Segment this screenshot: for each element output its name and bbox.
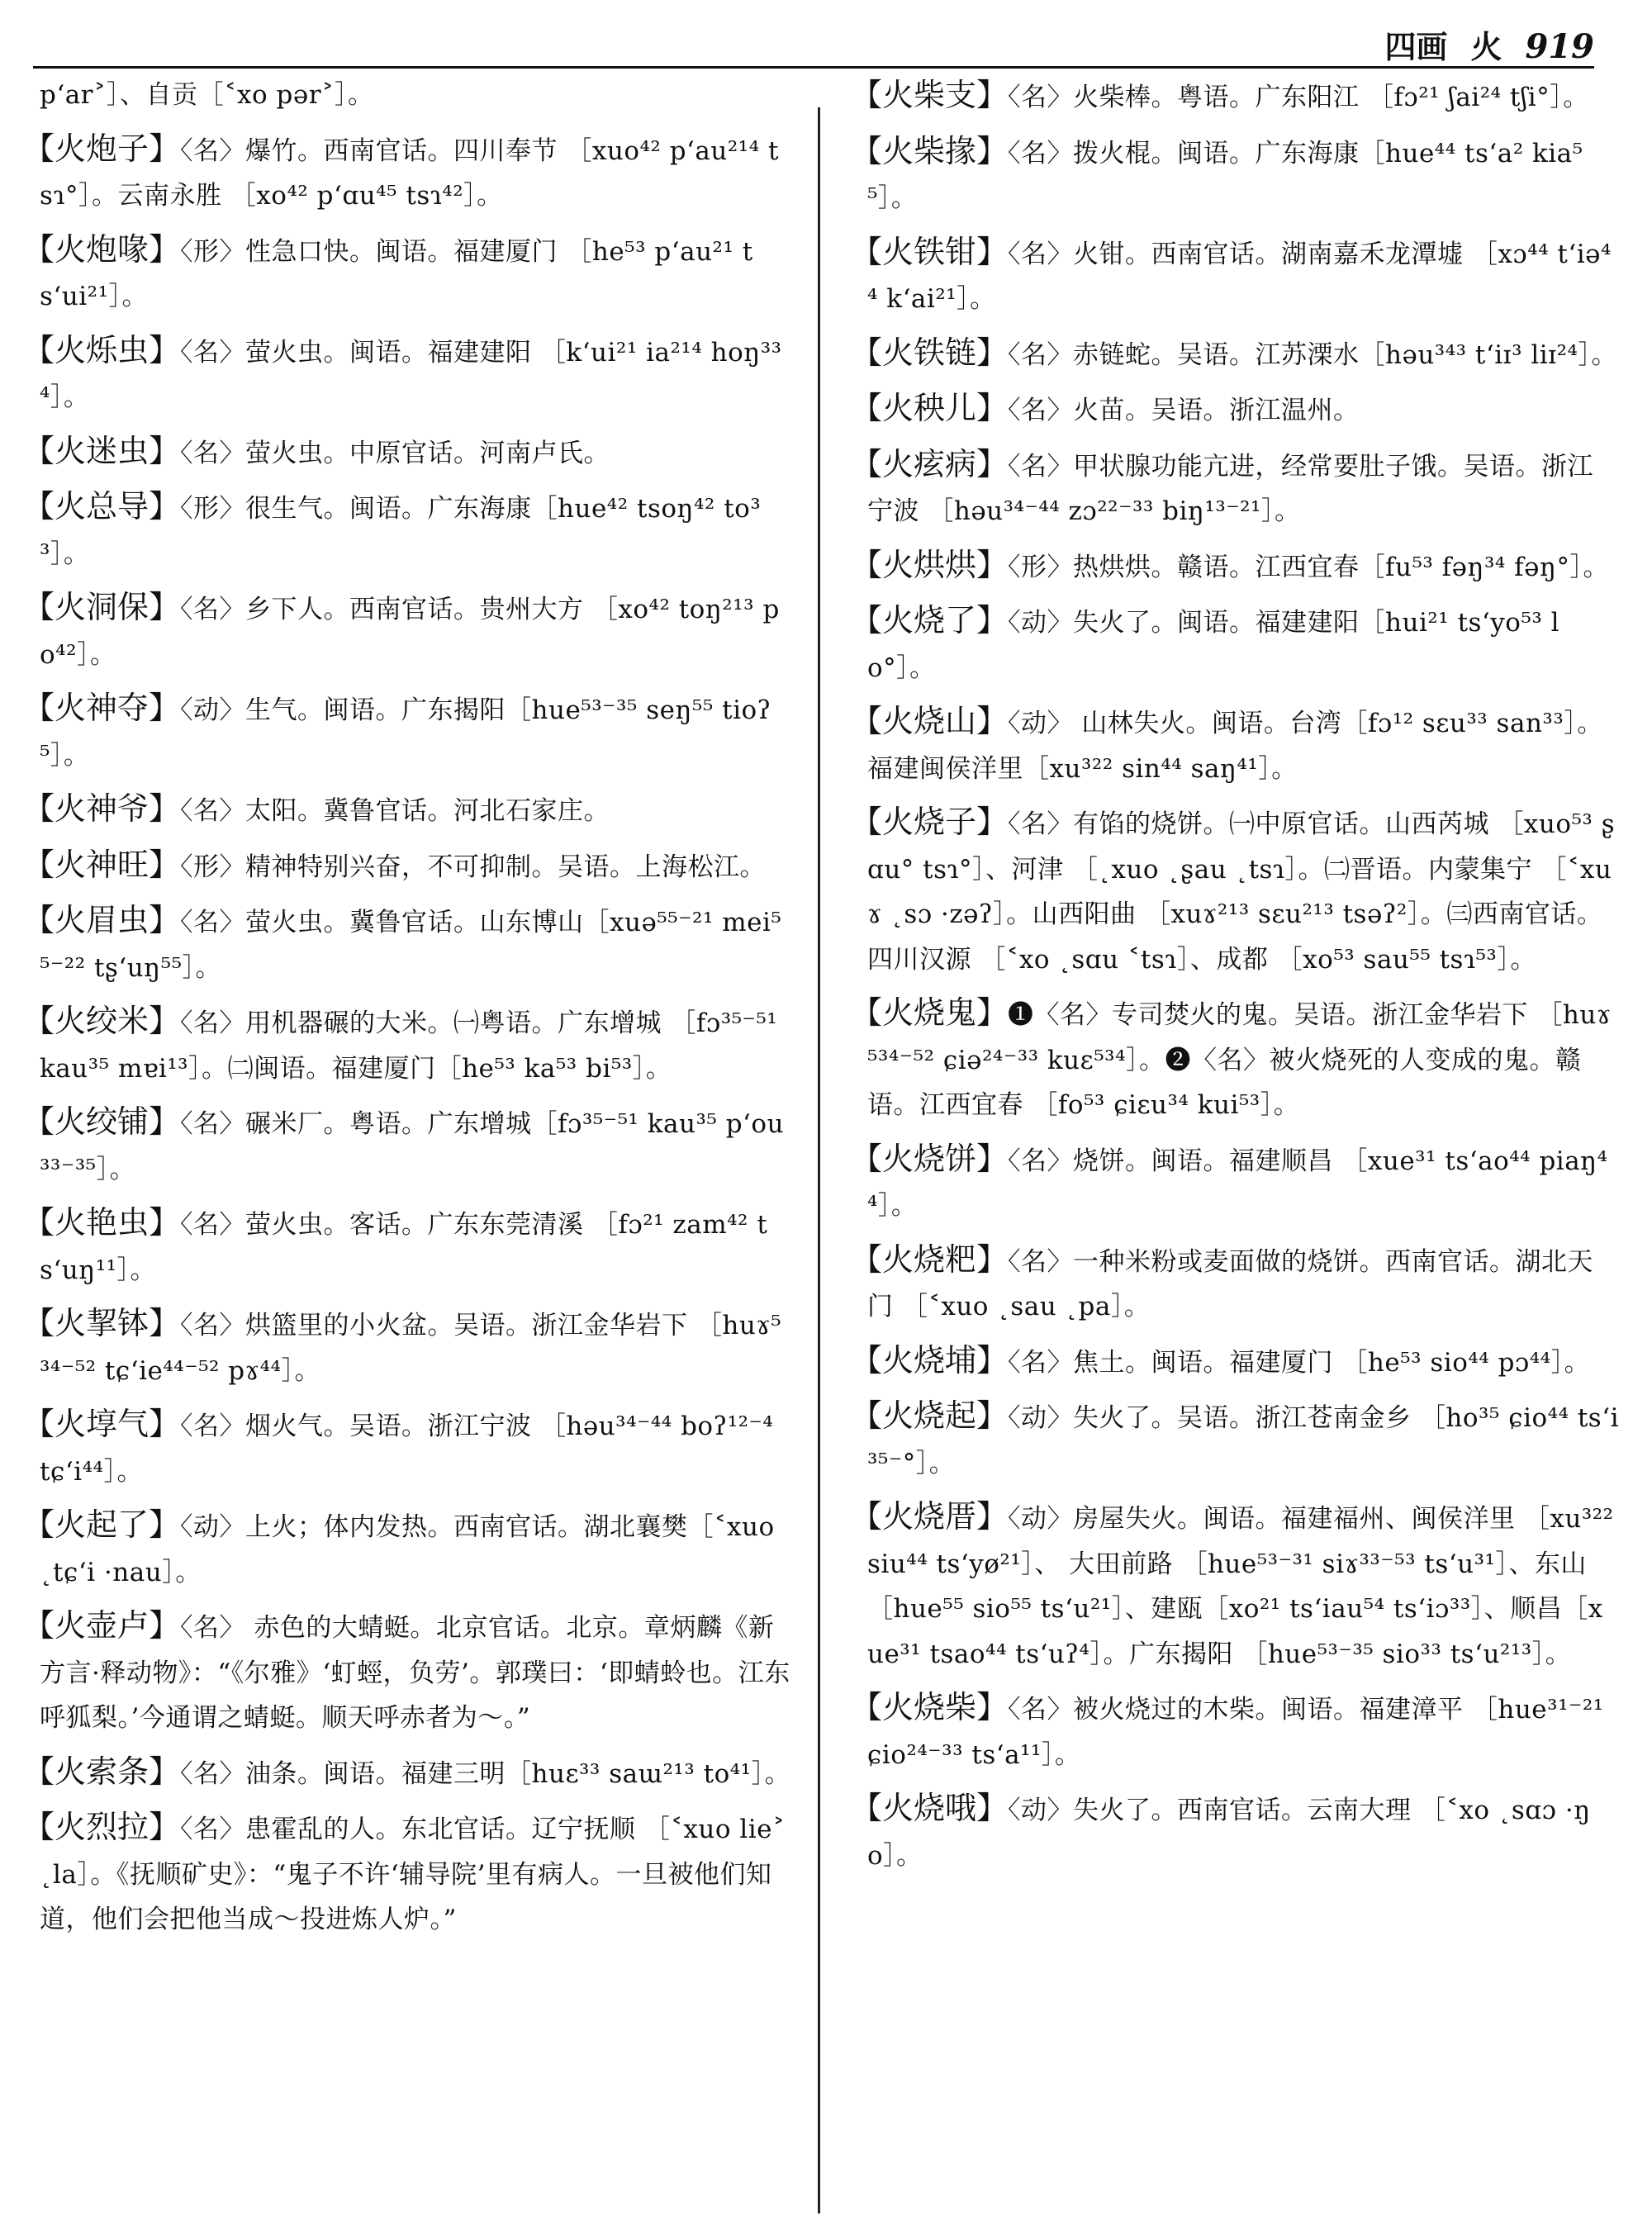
page-header — [33, 15, 1594, 69]
entry-definition: 〈名〉火柴棒。粤语。广东阳江 ［fɔ²¹ ʃai²⁴ tʃi°］。 — [1008, 83, 1589, 112]
entry-definition: 〈动〉 山林失火。闽语。台湾［fɔ¹² sɛu³³ san³³］。福建闽侯洋里［xu³²² sin⁴⁴ saŋ⁴¹］。 — [867, 709, 1603, 784]
entry-definition: 〈名〉爆竹。西南官话。四川奉节 ［xuo⁴² p‘au²¹⁴ tsɿ°］。云南永胜 ［xo⁴² p‘ɑu⁴⁵ tsɿ⁴²］。 — [40, 135, 779, 211]
dictionary-entry — [851, 1685, 1619, 1777]
entry-definition: 〈动〉失火了。闽语。福建建阳［hui²¹ ts‘yo⁵³ lo°］。 — [867, 608, 1560, 683]
dictionary-entry — [851, 799, 1619, 982]
dictionary-entry — [23, 898, 791, 990]
entry-headword: 【火挈钵】 — [23, 1305, 181, 1341]
entry-headword: 【火绞铺】 — [23, 1103, 181, 1140]
dictionary-entry — [23, 429, 791, 477]
entry-headword: 【火埻气】 — [23, 1406, 181, 1442]
entry-headword: 【火烧子】 — [851, 804, 1009, 840]
dictionary-entry — [851, 230, 1619, 322]
dictionary-entry — [23, 786, 791, 834]
entry-definition: 〈形〉性急口快。闽语。福建厦门 ［he⁵³ p‘au²¹ ts‘ui²¹］。 — [40, 236, 753, 311]
entry-definition: 〈名〉碾米厂。粤语。广东增城［fɔ³⁵⁻⁵¹ kau³⁵ p‘ou³³⁻³⁵］。 — [40, 1109, 785, 1184]
dictionary-entry — [851, 1237, 1619, 1330]
entry-definition: 〈名〉油条。闽语。福建三明［huɛ³³ saɯ²¹³ to⁴¹］。 — [180, 1758, 791, 1789]
page-number: 919 — [1525, 27, 1594, 66]
dictionary-entry — [23, 686, 791, 778]
dictionary-entry — [23, 1200, 791, 1293]
entry-headword: 【火烧哦】 — [851, 1790, 1009, 1826]
entry-definition: 〈动〉生气。闽语。广东揭阳［hue⁵³⁻³⁵ seŋ⁵⁵ tioʔ⁵］。 — [40, 695, 771, 771]
dictionary-entry — [851, 386, 1619, 434]
entry-headword: 【火烧了】 — [851, 602, 1009, 638]
dictionary-entry — [23, 1749, 791, 1797]
column-divider — [818, 107, 820, 2213]
entry-headword: 【火烧粑】 — [851, 1241, 1009, 1278]
entry-headword: 【火烧柴】 — [851, 1689, 1009, 1725]
entry-definition: 〈名〉火苗。吴语。浙江温州。 — [1008, 396, 1360, 425]
entry-definition: 〈名〉 赤色的大蜻蜓。北京官话。北京。章炳麟《新方言·释动物》：“《尔雅》‘虰蛵，负劳’。郭璞曰：‘即蜻蛉也。江东呼狐梨。’今通谓之蜻蜓。顺天呼赤者为～。” — [40, 1613, 790, 1733]
entry-headword: 【火烁虫】 — [23, 331, 181, 368]
entry-headword: 【火痃病】 — [851, 445, 1009, 482]
dictionary-entry — [851, 990, 1619, 1128]
entry-headword: 【火烧山】 — [851, 703, 1009, 739]
entry-headword: 【火眉虫】 — [23, 902, 181, 938]
entry-headword: 【火烧埔】 — [851, 1341, 1009, 1378]
entry-definition: 〈名〉患霍乱的人。东北官话。辽宁抚顺 ［˂xuo lie˃ ˛la］。《抚顺矿史》：“鬼子不许‘辅导院’里有病人。一旦被他们知道，他们会把他当成～投进炼人炉。” — [40, 1815, 786, 1934]
entry-definition: 〈名〉萤火虫。闽语。福建建阳 ［k‘ui²¹ ia²¹⁴ hoŋ³³⁴］。 — [40, 337, 782, 412]
entry-definition: 〈动〉房屋失火。闽语。福建福州、闽侯洋里 ［xu³²² siu⁴⁴ ts‘yø²¹］、 大田前路 ［hue⁵³⁻³¹ siɤ³³⁻⁵³ ts‘u³¹］、东山 ［hue⁵⁵ sio⁵⁵ ts‘u²¹］、建瓯［xo²¹ ts‘iau⁵⁴ ts‘iɔ³³］、顺昌［xue³¹ tsao⁴⁴ ts‘uʔ⁴］。广东揭阳 ［hue⁵³⁻³⁵ sio³³ ts‘u²¹³］。 — [867, 1504, 1614, 1669]
entry-headword: 【火烈拉】 — [23, 1809, 181, 1845]
entry-definition: 〈名〉烘篮里的小火盆。吴语。浙江金华岩下 ［huɤ⁵³⁴⁻⁵² tɕ‘ie⁴⁴⁻⁵² pɤ⁴⁴］。 — [40, 1311, 782, 1386]
dictionary-entry — [851, 1136, 1619, 1229]
dictionary-entry — [851, 442, 1619, 534]
dictionary-entry — [23, 328, 791, 420]
entry-headword: 【火索条】 — [23, 1753, 181, 1790]
dictionary-entry — [23, 999, 791, 1091]
dictionary-entry — [23, 1603, 791, 1741]
dictionary-entry — [851, 598, 1619, 690]
dictionary-entry — [23, 227, 791, 320]
dictionary-entry — [23, 1099, 791, 1192]
entry-headword: 【火柴掾】 — [851, 132, 1009, 169]
entry-definition: 〈名〉火钳。西南官话。湖南嘉禾龙潭墟 ［xɔ⁴⁴ t‘iə⁴⁴ k‘ai²¹］。 — [867, 239, 1612, 314]
dictionary-entry — [23, 1402, 791, 1494]
entry-headword: 【火迷虫】 — [23, 432, 181, 469]
entry-definition: 〈名〉有馅的烧饼。㈠中原官话。山西芮城 ［xuo⁵³ ʂɑu° tsɿ°］、河津 ［˛xuo ˛ʂau ˛tsɿ］。㈡晋语。内蒙集宁 ［˂xuɤ ˛sɔ ·zəʔ］。山西阳曲 ［xuɤ²¹³ sɛu²¹³ tsəʔ²］。㈢西南官话。四川汉源 ［˂xo ˛sɑu ˂tsɿ］、成都 ［xo⁵³ sau⁵⁵ tsɿ⁵³］。 — [867, 809, 1616, 975]
entry-definition: 〈名〉萤火虫。冀鲁官话。山东博山［xuə⁵⁵⁻²¹ mei⁵⁵⁻²² tʂ‘uŋ⁵⁵］。 — [40, 908, 782, 983]
dictionary-entry — [23, 1805, 791, 1943]
entry-definition: 〈名〉用机器碾的大米。㈠粤语。广东增城 ［fɔ³⁵⁻⁵¹ kau³⁵ mɐi¹³］。㈡闽语。福建厦门［he⁵³ ka⁵³ bi⁵³］。 — [40, 1008, 778, 1084]
entry-definition: 〈动〉失火了。西南官话。云南大理 ［˂xo ˛sɑɔ ·ŋo］。 — [867, 1796, 1591, 1871]
entry-headword: 【火神旺】 — [23, 846, 181, 883]
entry-definition: 〈形〉精神特别兴奋，不可抑制。吴语。上海松江。 — [180, 852, 767, 882]
dictionary-entry — [851, 699, 1619, 791]
entry-definition: 〈名〉萤火虫。客话。广东东莞清溪 ［fɔ²¹ zam⁴² ts‘uŋ¹¹］。 — [40, 1210, 768, 1285]
radical-label: 火 — [1470, 28, 1502, 65]
entry-definition: 〈名〉赤链蛇。吴语。江苏溧水［həu³⁴³ t‘iɪ³ liɪ²⁴］。 — [1008, 339, 1617, 370]
entry-headword: 【火烧饼】 — [851, 1140, 1009, 1177]
entry-headword: 【火铁钳】 — [851, 233, 1009, 270]
entry-headword: 【火烧厝】 — [851, 1498, 1009, 1535]
entry-definition: 〈名〉焦土。闽语。福建厦门 ［he⁵³ sio⁴⁴ pɔ⁴⁴］。 — [1008, 1347, 1591, 1378]
entry-headword: 【火炮喙】 — [23, 230, 181, 268]
section-label: 四画 — [1384, 28, 1448, 65]
entry-headword: 【火神爷】 — [23, 790, 181, 827]
right-column — [851, 73, 1619, 2222]
dictionary-entry — [851, 543, 1619, 591]
entry-definition: 〈名〉甲状腺功能亢进，经常要肚子饿。吴语。浙江宁波 ［həu³⁴⁻⁴⁴ zɔ²²⁻³³ biŋ¹³⁻²¹］。 — [867, 451, 1594, 526]
dictionary-entry — [851, 129, 1619, 221]
entry-headword: 【火秧儿】 — [851, 390, 1009, 426]
entry-headword: 【火烧起】 — [851, 1397, 1009, 1434]
entry-definition: 〈动〉失火了。吴语。浙江苍南金乡 ［ho³⁵ ɕio⁴⁴ ts‘i³⁵⁻°］。 — [867, 1403, 1619, 1478]
entry-definition: p‘ar˃］、自贡［˂xo pər˃］。 — [40, 80, 374, 110]
entry-headword: 【火神夺】 — [23, 690, 181, 726]
dictionary-entry — [851, 73, 1619, 121]
dictionary-entry — [23, 484, 791, 576]
entry-definition: 〈名〉被火烧过的木柴。闽语。福建漳平 ［hue³¹⁻²¹ ɕio²⁴⁻³³ ts‘a¹¹］。 — [867, 1695, 1604, 1770]
entry-definition: ❶〈名〉专司焚火的鬼。吴语。浙江金华岩下 ［huɤ⁵³⁴⁻⁵² ɕiə²⁴⁻³³ kuɛ⁵³⁴］。❷〈名〉被火烧死的人变成的鬼。赣语。江西宜春 ［fo⁵³ ɕiɛu³⁴ kui⁵³］。 — [867, 1000, 1612, 1120]
entry-headword: 【火烘烘】 — [851, 546, 1009, 583]
dictionary-entry — [23, 1502, 791, 1595]
entry-headword: 【火起了】 — [23, 1506, 181, 1543]
dictionary-entry — [851, 330, 1619, 378]
entry-definition: 〈名〉萤火虫。中原官话。河南卢氏。 — [180, 438, 610, 468]
entry-headword: 【火壶卢】 — [23, 1607, 181, 1644]
entry-headword: 【火绞米】 — [23, 1003, 181, 1039]
dictionary-entry — [851, 1393, 1619, 1486]
entry-headword: 【火炮子】 — [23, 130, 181, 167]
entry-definition: 〈形〉很生气。闽语。广东海康［hue⁴² tsoŋ⁴² to³³］。 — [40, 494, 762, 569]
entry-definition: 〈名〉太阳。冀鲁官话。河北石家庄。 — [180, 796, 610, 826]
entry-definition: 〈名〉一种米粉或麦面做的烧饼。西南官话。湖北天门 ［˂xuo ˛sau ˛pa］。 — [867, 1246, 1594, 1321]
left-column — [23, 73, 791, 2222]
dictionary-entry — [23, 842, 791, 890]
entry-definition: 〈动〉上火；体内发热。西南官话。湖北襄樊［˂xuo ˛tɕ‘i ·nau］。 — [40, 1512, 775, 1587]
entry-definition: 〈名〉拨火棍。闽语。广东海康［hue⁴⁴ ts‘a² kia⁵⁵］。 — [867, 138, 1583, 213]
dictionary-entry — [23, 126, 791, 219]
entry-headword: 【火洞保】 — [23, 589, 181, 625]
entry-headword: 【火总导】 — [23, 488, 181, 524]
entry-headword: 【火铁链】 — [851, 334, 1009, 371]
dictionary-entry — [23, 1301, 791, 1393]
dictionary-entry — [851, 1494, 1619, 1677]
entry-headword: 【火艳虫】 — [23, 1204, 181, 1241]
dictionary-entry — [23, 585, 791, 677]
dictionary-entry — [851, 1338, 1619, 1386]
entry-headword: 【火柴支】 — [851, 77, 1009, 113]
dictionary-entry — [851, 1786, 1619, 1878]
entry-definition: 〈形〉热烘烘。赣语。江西宜春［fu⁵³ fəŋ³⁴ fəŋ°］。 — [1008, 552, 1609, 582]
entry-definition: 〈名〉烧饼。闽语。福建顺昌 ［xue³¹ ts‘ao⁴⁴ piaŋ⁴⁴］。 — [867, 1146, 1608, 1221]
entry-definition: 〈名〉乡下人。西南官话。贵州大方 ［xo⁴² toŋ²¹³ po⁴²］。 — [40, 595, 780, 670]
entry-headword: 【火烧鬼】 — [851, 994, 1009, 1031]
running-head — [1384, 21, 1594, 67]
dictionary-entry — [23, 73, 791, 118]
entry-definition: 〈名〉烟火气。吴语。浙江宁波 ［həu³⁴⁻⁴⁴ boʔ¹²⁻⁴ tɕ‘i⁴⁴］。 — [40, 1412, 774, 1487]
